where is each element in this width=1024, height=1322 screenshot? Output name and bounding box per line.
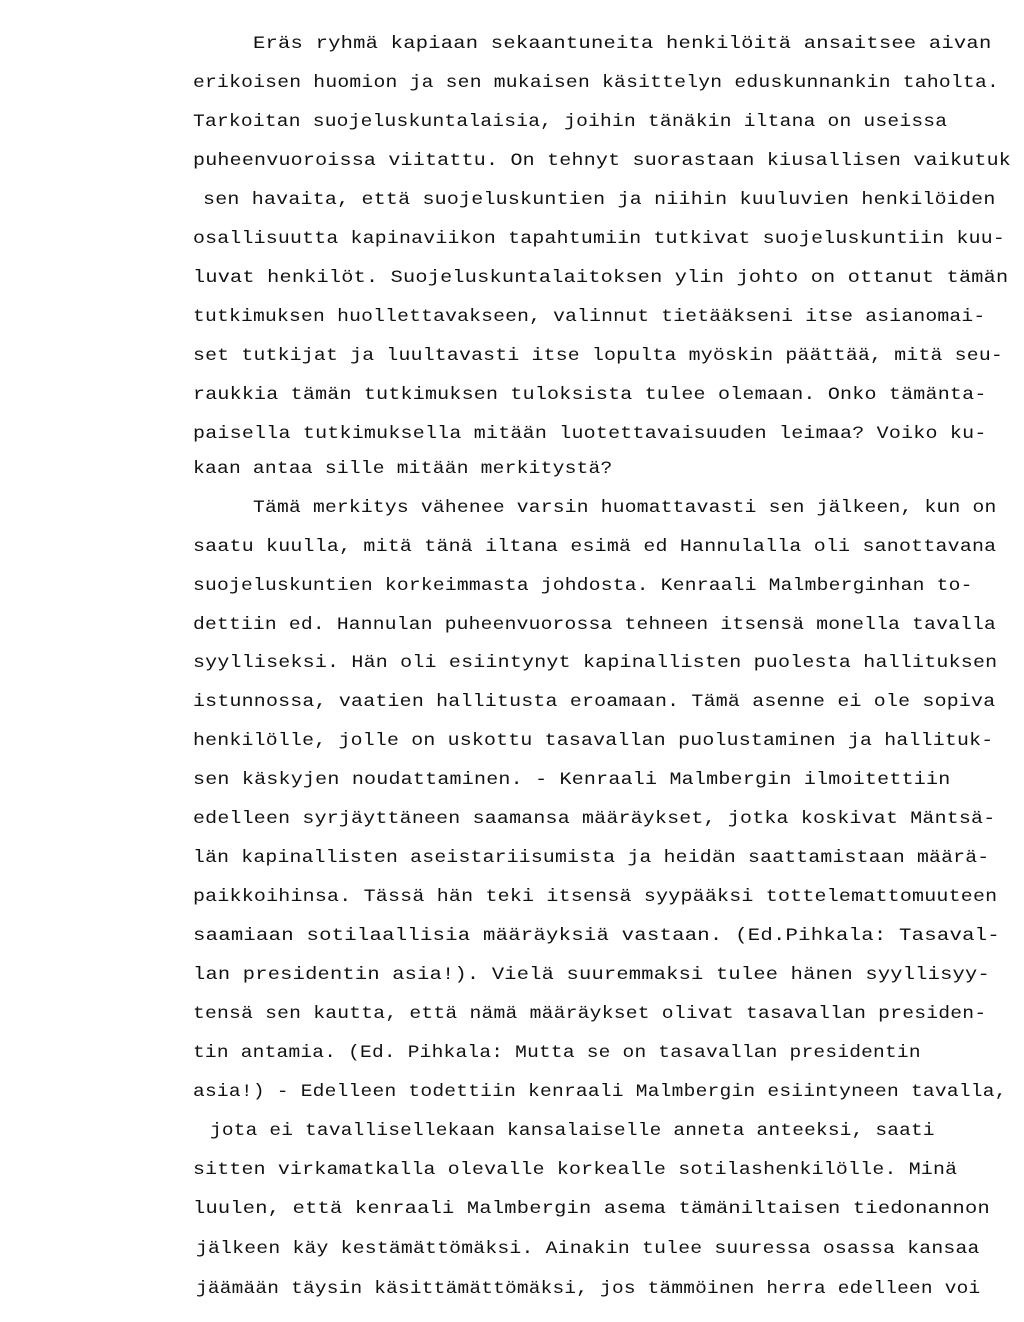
text-line: län kapinallisten aseistariisumista ja heidän saattamistaan määrä- [193, 848, 990, 868]
text-line: paisella tutkimuksella mitään luotettavaisuuden leimaa? Voiko ku- [193, 424, 987, 444]
text-line: puheenvuoroissa viitattu. On tehnyt suorastaan kiusallisen vaikutuk [193, 151, 1012, 171]
text-line: paikkoihinsa. Tässä hän teki itsensä syypääksi tottelemattomuuteen [193, 887, 998, 907]
text-line: set tutkijat ja luultavasti itse lopulta myöskin päättää, mitä seu- [193, 346, 1004, 366]
text-line: osallisuutta kapinaviikon tapahtumiin tutkivat suojeluskuntiin kuu- [193, 229, 1006, 249]
text-line: lan presidentin asia!). Vielä suuremmaksi tulee hänen syyllisyy- [193, 965, 990, 985]
text-line: suojeluskuntien korkeimmasta johdosta. Kenraali Malmberginhan to- [193, 576, 973, 596]
text-line: dettiin ed. Hannulan puheenvuorossa tehneen itsensä monella tavalla [193, 615, 997, 635]
text-line: luvat henkilöt. Suojeluskuntalaitoksen ylin johto on ottanut tämän [193, 268, 1009, 288]
text-line: Eräs ryhmä kapiaan sekaantuneita henkilöitä ansaitsee aivan [253, 34, 992, 54]
text-line: jäämään täysin käsittämättömäksi, jos tämmöinen herra edelleen voi [196, 1279, 981, 1299]
text-line: luulen, että kenraali Malmbergin asema tämäniltaisen tiedonannon [193, 1199, 990, 1219]
text-line: saatu kuulla, mitä tänä iltana esimä ed Hannulalla oli sanottavana [193, 537, 997, 557]
text-line: tin antamia. (Ed. Pihkala: Mutta se on tasavallan presidentin [193, 1043, 921, 1063]
text-line: edelleen syrjäyttäneen saamansa määräykset, jotka koskivat Mäntsä- [193, 809, 996, 829]
text-line: jota ei tavallisellekaan kansalaiselle anneta anteeksi, saati [210, 1121, 935, 1141]
text-line: syylliseksi. Hän oli esiintynyt kapinallisten puolesta hallituksen [193, 653, 998, 673]
text-line: sen käskyjen noudattaminen. - Kenraali Malmbergin ilmoitettiin [193, 770, 951, 790]
text-line: kaan antaa sille mitään merkitystä? [193, 459, 613, 479]
text-line: sitten virkamatkalla olevalle korkealle sotilashenkilölle. Minä [193, 1160, 958, 1180]
text-line: raukkia tämän tutkimuksen tuloksista tulee olemaan. Onko tämänta- [193, 385, 987, 405]
text-line: sen havaita, että suojeluskuntien ja niihin kuuluvien henkilöiden [203, 190, 996, 210]
text-line: istunnossa, vaatien hallitusta eroamaan. Tämä asenne ei ole sopiva [193, 692, 996, 712]
text-line: erikoisen huomion ja sen mukaisen käsittelyn eduskunnankin taholta. [193, 73, 1000, 93]
text-line: tensä sen kautta, että nämä määräykset olivat tasavallan presiden- [193, 1004, 987, 1024]
text-line: asia!) - Edelleen todettiin kenraali Malmbergin esiintyneen tavalla, [193, 1082, 1007, 1102]
text-line: Tarkoitan suojeluskuntalaisia, joihin tänäkin iltana on useissa [193, 112, 948, 132]
text-line: jälkeen käy kestämättömäksi. Ainakin tulee suuressa osassa kansaa [196, 1239, 980, 1259]
text-line: henkilölle, jolle on uskottu tasavallan puolustaminen ja hallituk- [193, 731, 994, 751]
text-line: tutkimuksen huollettavakseen, valinnut tietääkseni itse asianomai- [193, 307, 986, 327]
text-line: saamiaan sotilaallisia määräyksiä vastaan. (Ed.Pihkala: Tasaval- [193, 926, 1000, 946]
text-line: Tämä merkitys vähenee varsin huomattavasti sen jälkeen, kun on [253, 498, 997, 518]
